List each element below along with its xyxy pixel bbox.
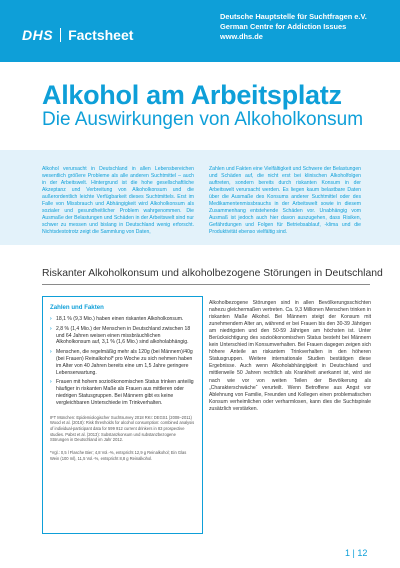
- page-number: 1 | 12: [345, 548, 368, 558]
- fact-item: [50, 349, 195, 376]
- intro-text-left: Alkohol verursacht in Deutschland in allen Lebensbereichen wesentlich größere Probleme als alle anderen Suchtmittel – auch in der Arbeitswelt. Hintergrund ist die hohe gesellschaftliche Akzeptanz und Verbreitung von Alkoholkonsum und die außerordentlich leichte Verfügbarkeit dieses Suchtmittels. Erst im Falle von Missbrauch und Abhängigkeit wird Alkoholkonsum als sozialer und gesundheitlicher Problem wahrgenommen. Die Ausmaße der Belastungen und Schäden in der Arbeitswelt sind nur schwer zu messen und bislang in Deutschland wenig erforscht. Nichtsdestotrotz zeigt die Sammlung von Daten,: [42, 166, 194, 236]
- section-title: Riskanter Alkoholkonsum und alkoholbezogene Störungen in Deutschland: [42, 268, 383, 279]
- org-info: [220, 12, 367, 42]
- footnote: *Vgl.: 0,5 l Flasche Bier; 4,8 Vol.-%, entspricht 12,9 g Reinalkohol; Ein Glas Wein (100 ml), 11,5 Vol.-%, entspricht 8,8 g Reinalkohol.: [50, 450, 187, 461]
- fact-text: Menschen, die regelmäßig mehr als 120g (bei Männern)/40g (bei Frauen) Reinalkohol* pro Woche zu sich nehmen haben im Alter von 40 Jahren bereits eine um 1,5 Jahre geringere Lebenserwartung.: [56, 349, 193, 376]
- header-band: [0, 0, 400, 62]
- arrow-icon: ›: [50, 349, 52, 356]
- org-name-en: German Centre for Addiction Issues: [220, 22, 347, 31]
- fact-item: [50, 379, 195, 406]
- intro-text-right: Zahlen und Fakten eine Vielfältigkeit und Schwere der Belastungen und Schäden auf, die nicht erst bei klinischen Alkoholfolgen auftreten, sondern bereits durch riskanten Konsum in der Arbeitswelt verursacht werden. Es liegen kaum belastbare Daten über die Ausmaße des Konsums anderer Suchtmittel oder des Medikamentenmissbrauchs in der Arbeitswelt sowie in diesem Zusammenhang entstehende Schäden vor. Unabhängig vom Ausmaß ist jedoch auch hier davon auszugehen, dass Risiken, Gefährdungen und Folgen für Betriebsablauf, -klima und die Produktivität ebenso vielfältig sind.: [209, 166, 361, 236]
- fact-item: [50, 326, 195, 346]
- page-subtitle: Die Auswirkungen von Alkoholkonsum: [42, 109, 364, 130]
- dhs-logo: DHS: [22, 27, 54, 43]
- facts-box: [42, 296, 203, 534]
- facts-box-title: Zahlen und Fakten: [50, 304, 104, 311]
- fact-text: Frauen mit hohem sozioökonomischen Status trinken anteilig häufiger in riskanten Maße als Frauen aus mittleren oder niedrigen Statusgruppen. Bei Männern gibt es keine vergleichbaren Unterschiede im Trinkverhalten.: [56, 379, 194, 406]
- brand-divider: [60, 28, 61, 42]
- intro-band: [0, 150, 400, 245]
- org-url[interactable]: www.dhs.de: [220, 32, 263, 41]
- body-text: Alkoholbezogene Störungen sind in allen Bevölkerungsschichten nahezu gleichermaßen vertreten. Ca. 9,3 Millionen Menschen trinken in riskanten Maße Alkohol. Bei Männern steigt der Konsum mit zunehmendem Alter an, während er bei Frauen bis den 30-39 Jährigen am niedrigsten und den 50-59 Jährigen am höchsten ist. Unter Berücksichtigung des sozioökonomischen Status besteht bei Männern kein Unterschied im Konsumverhalten. Bei Frauen dagegen zeigen sich höhere Anteile an riskantem Trinkverhalten in den höheren Statusgruppen. Weitere internationale Studien bestätigen diese Ergebnisse. Auch wenn Alkoholabhängigkeit in Deutschland und mittlerweile 50 Jahren rechtlich als Krankheit anerkannt ist, wird sie nach wie vor von weiten Teilen der Bevölkerung als „Charakterschwäche“ verurteilt. Wenn Betroffene aus Angst vor Ablehnung von Familie, Freunden und Kollegen einen problematischen Konsum verheimlichen oder verharmlosen, kann dies die Suchtspirale zusätzlich verstärken.: [209, 300, 371, 412]
- page-title: Alkohol am Arbeitsplatz: [42, 80, 342, 110]
- section-divider: [42, 284, 370, 285]
- arrow-icon: ›: [50, 325, 52, 332]
- arrow-icon: ›: [50, 379, 52, 386]
- arrow-icon: ›: [50, 316, 52, 322]
- fact-text: 2,8 % (1,4 Mio.) der Menschen in Deutschland zwischen 18 und 64 Jahren weisen einen missbräuchlichen Alkoholkonsum auf, 3,1 % (1,6 Mio.) sind alkoholabhängig.: [56, 325, 191, 346]
- fact-item: [50, 316, 195, 323]
- org-name-de: Deutsche Hauptstelle für Suchtfragen e.V.: [220, 12, 367, 21]
- brand: [22, 27, 133, 43]
- fact-text: 18,1 % (9,3 Mio.) haben einen riskanten Alkoholkonsum.: [56, 316, 184, 322]
- factsheet-label: Factsheet: [68, 27, 134, 43]
- references: IFT München: Epidemiologischer Suchtsurvey 2018 RKI: DEGS1 (2008–2011) Wood et al. (2018): Risk thresholds for alcohol consumption: combined analysis of individual-participant data for 599 912 current drinkers in 83 prospective studies. Pabst et al. (2013): Substanzkonsum und substanzbezogene Störungen in Deutschland im Jahr 2012.: [50, 414, 195, 443]
